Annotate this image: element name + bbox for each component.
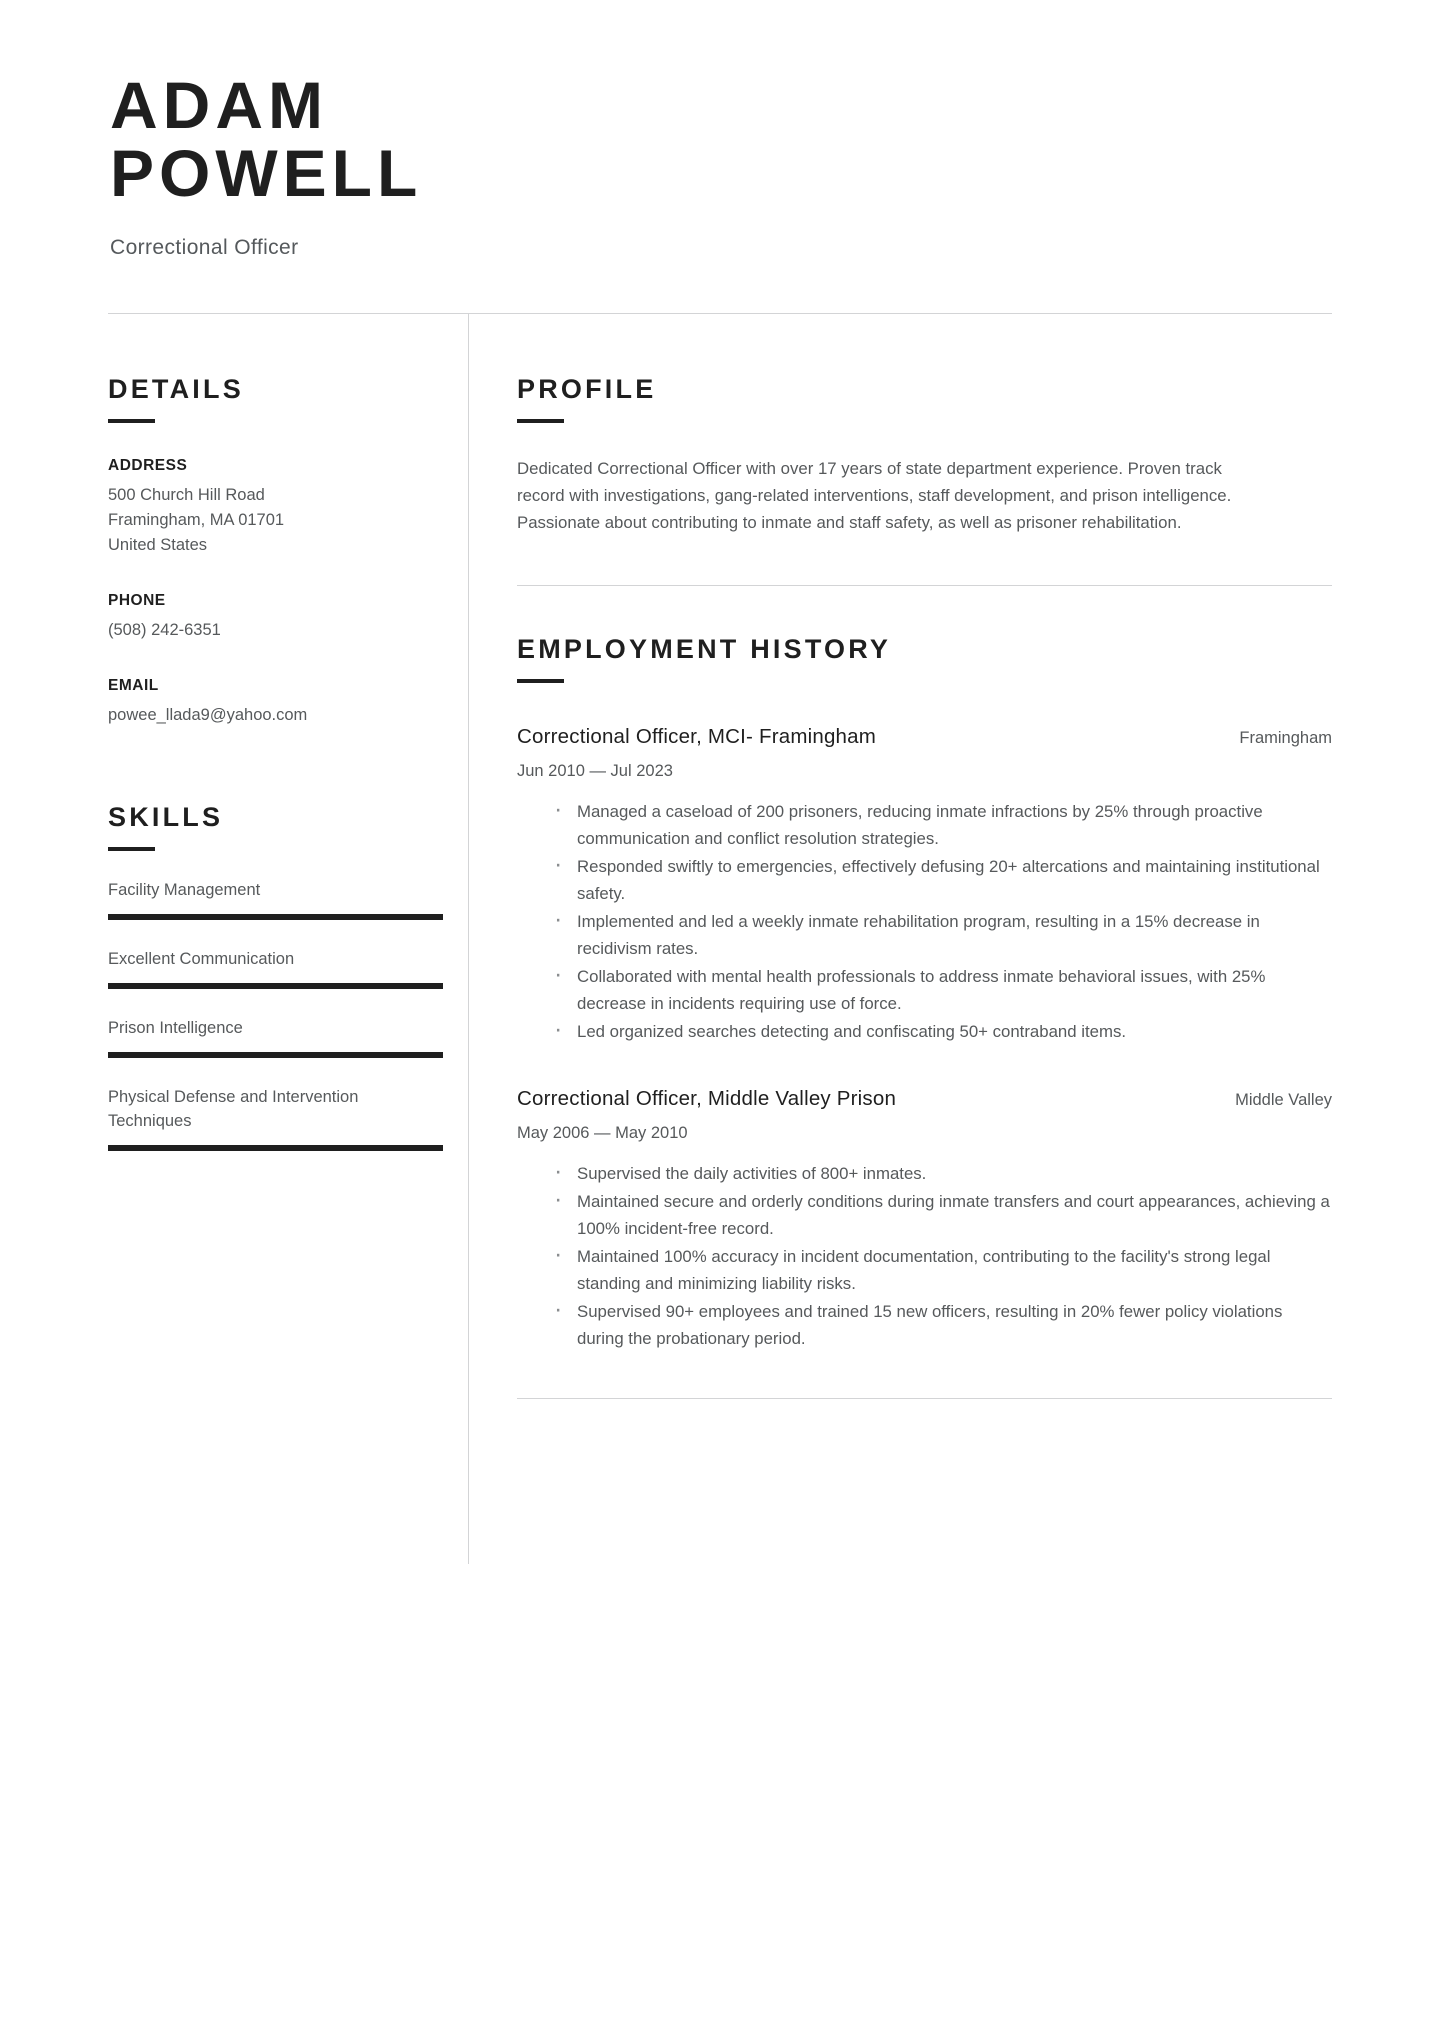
first-name: ADAM: [110, 68, 328, 142]
email-label: EMAIL: [108, 677, 159, 695]
employment-location: Middle Valley: [1235, 1090, 1332, 1109]
employment-entry: [517, 1087, 1332, 1352]
employment-bullet: · Implemented and led a weekly inmate rehabilitation program, resulting in a 15% decrease in recidivism rates.: [550, 908, 1332, 962]
profile-underline: [517, 419, 564, 423]
email-block: [108, 677, 428, 728]
details-section: [108, 374, 428, 728]
address-line-3: United States: [108, 536, 208, 555]
profile-text: Dedicated Correctional Officer with over 17 years of state department experience. Proven track record with investigations, gang-related interventions, staff development, and prison intelligence. Passionate about contributing to inmate and staff safety, as well as prisoner rehabilitation.: [517, 458, 1232, 533]
skill-item: [108, 1017, 428, 1058]
header-job-title: Correctional Officer: [110, 235, 299, 259]
skill-level-bar: [108, 914, 443, 920]
phone-value: (508) 242-6351: [108, 621, 221, 640]
profile-section: [517, 374, 1332, 537]
phone-label: PHONE: [108, 592, 166, 610]
address-block: [108, 457, 428, 558]
employment-entry-header: [517, 725, 1332, 749]
resume-header: [108, 68, 1332, 260]
resume-body: [108, 314, 1332, 1564]
skill-item: [108, 948, 428, 989]
employment-bullet: · Supervised 90+ employees and trained 15 new officers, resulting in 20% fewer policy violations during the probationary period.: [550, 1298, 1332, 1352]
details-section-title: DETAILS: [108, 373, 244, 404]
skill-item: [108, 1086, 428, 1151]
employment-bullet: · Collaborated with mental health professionals to address inmate behavioral issues, with 25% decrease in incidents requiring use of force.: [550, 963, 1332, 1017]
employment-bullet: · Maintained 100% accuracy in incident documentation, contributing to the facility's strong legal standing and minimizing liability risks.: [550, 1243, 1332, 1297]
profile-section-title: PROFILE: [517, 373, 657, 404]
left-column: [108, 314, 468, 1564]
details-underline: [108, 419, 155, 423]
skills-section-title: SKILLS: [108, 802, 224, 833]
profile-divider: [517, 585, 1332, 586]
employment-section-title: EMPLOYMENT HISTORY: [517, 633, 892, 664]
skill-name: Prison Intelligence: [108, 1019, 243, 1038]
employment-location: Framingham: [1239, 728, 1332, 747]
address-label: ADDRESS: [108, 456, 188, 474]
employment-bullet: · Led organized searches detecting and confiscating 50+ contraband items.: [550, 1018, 1332, 1045]
employment-dates: Jun 2010 — Jul 2023: [517, 761, 673, 780]
last-name: POWELL: [110, 135, 423, 210]
skill-name: Physical Defense and Intervention Techniques: [108, 1088, 359, 1131]
email-value: powee_llada9@yahoo.com: [108, 706, 308, 725]
employment-bullets: [517, 1160, 1332, 1352]
employment-dates: May 2006 — May 2010: [517, 1123, 688, 1142]
skill-name: Excellent Communication: [108, 950, 295, 969]
employment-divider: [517, 1398, 1332, 1399]
right-column: [469, 314, 1332, 1564]
skill-level-bar: [108, 983, 443, 989]
employment-title: Correctional Officer, Middle Valley Prison: [517, 1086, 897, 1110]
skill-level-bar: [108, 1052, 443, 1058]
skills-underline: [108, 847, 155, 851]
employment-entry: [517, 725, 1332, 1045]
skills-section: [108, 802, 428, 1151]
employment-bullet: · Managed a caseload of 200 prisoners, reducing inmate infractions by 25% through proactive communication and conflict resolution strategies.: [550, 798, 1332, 852]
phone-block: [108, 592, 428, 643]
address-line-2: Framingham, MA 01701: [108, 511, 285, 530]
employment-bullets: [517, 798, 1332, 1045]
skill-level-bar: [108, 1145, 443, 1151]
employment-entry-header: [517, 1087, 1332, 1111]
employment-bullet: · Supervised the daily activities of 800+ inmates.: [550, 1160, 1332, 1187]
employment-underline: [517, 679, 564, 683]
employment-section: [517, 634, 1332, 1400]
employment-title: Correctional Officer, MCI- Framingham: [517, 724, 877, 748]
skill-name: Facility Management: [108, 881, 261, 900]
employment-bullet: · Responded swiftly to emergencies, effectively defusing 20+ altercations and maintaining institutional safety.: [550, 853, 1332, 907]
skill-item: [108, 879, 428, 920]
employment-bullet: · Maintained secure and orderly conditions during inmate transfers and court appearances, achieving a 100% incident-free record.: [550, 1188, 1332, 1242]
address-line-1: 500 Church Hill Road: [108, 485, 265, 504]
